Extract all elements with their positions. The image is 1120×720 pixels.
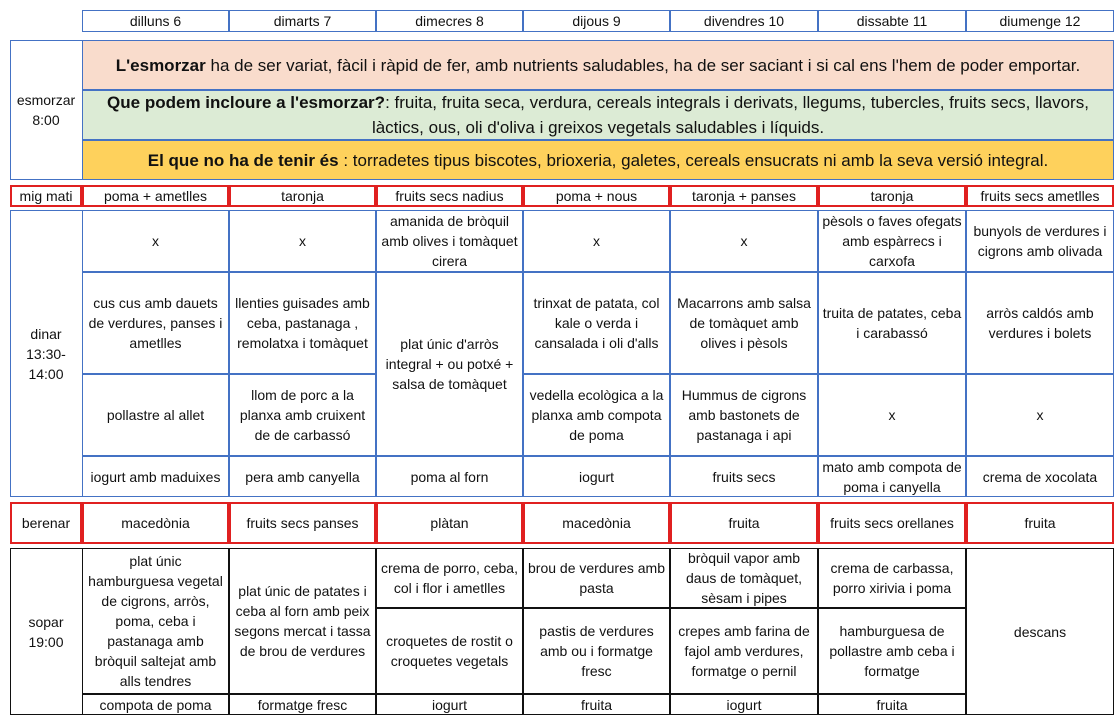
dinar-second-course: Hummus de cigrons amb bastonets de pastanaga i api — [670, 374, 818, 456]
dinar-first-course: x — [229, 210, 376, 272]
dinar-second-course: llom de porc a la planxa amb cruixent de de carbassó — [229, 374, 376, 456]
sopar-second-course: hamburguesa de pollastre amb ceba i formatge — [818, 608, 966, 694]
banner-bold: L'esmorzar — [115, 55, 206, 75]
sopar-dessert: fruita — [818, 694, 966, 715]
dinar-first-course: amanida de bròquil amb olives i tomàquet cirera — [376, 210, 523, 272]
sopar-second-course: crepes amb farina de fajol amb verdures, formatge o pernil — [670, 608, 818, 694]
dinar-first-course: x — [82, 210, 229, 272]
day-header: diumenge 12 — [966, 10, 1114, 32]
dinar-second-course: x — [818, 374, 966, 456]
dinar-second-course: pollastre al allet — [82, 374, 229, 456]
sopar-first-course: bròquil vapor amb daus de tomàquet, sèsam i pipes — [670, 548, 818, 608]
day-header: dilluns 6 — [82, 10, 229, 32]
dinar-main-course: cus cus amb dauets de verdures, panses i ametlles — [82, 272, 229, 374]
dinar-main-course: trinxat de patata, col kale o verda i cansalada i oli d'alls — [523, 272, 670, 374]
berenar-cell: fruita — [670, 502, 818, 544]
sopar-first-course: crema de porro, ceba, col i flor i ametlles — [376, 548, 523, 608]
migmati-label: mig mati — [10, 185, 82, 207]
esmorzar-banner-avoid — [82, 140, 1114, 180]
esmorzar-banner-intro — [82, 40, 1114, 90]
dinar-second-course: vedella ecològica a la planxa amb compota de poma — [523, 374, 670, 456]
migmati-cell: taronja — [818, 185, 966, 207]
banner-text: : torradetes tipus biscotes, brioxeria, galetes, cereals ensucrats ni amb la seva versió integral. — [338, 150, 1049, 170]
sopar-single-dish: plat únic hamburguesa vegetal de cigrons, arròs, poma, ceba i pastanaga amb bròquil saltejat amb alls tendres — [82, 548, 229, 694]
berenar-cell: macedònia — [523, 502, 670, 544]
sopar-second-course: croquetes de rostit o croquetes vegetals — [376, 608, 523, 694]
day-header: dimarts 7 — [229, 10, 376, 32]
migmati-cell: taronja — [229, 185, 376, 207]
esmorzar-banner-include — [82, 90, 1114, 140]
dinar-dessert: crema de xocolata — [966, 456, 1114, 497]
sopar-label: sopar 19:00 — [28, 613, 64, 650]
dinar-dessert: mato amb compota de poma i canyella — [818, 456, 966, 497]
sopar-second-course: pastis de verdures amb ou i formatge fresc — [523, 608, 670, 694]
dinar-main-course: arròs caldós amb verdures i bolets — [966, 272, 1114, 374]
sopar-dessert: compota de poma — [82, 694, 229, 715]
banner-bold: Que podem incloure a l'esmorzar? — [107, 93, 386, 112]
sopar-dessert: iogurt — [376, 694, 523, 715]
sopar-dessert: fruita — [523, 694, 670, 715]
dinar-dessert: pera amb canyella — [229, 456, 376, 497]
migmati-cell: fruits secs nadius — [376, 185, 523, 207]
banner-text: : fruita, fruita seca, verdura, cereals integrals i derivats, llegums, tubercles, fruits secs, llavors, làctics, ous, oli d'oliva i greixos vegetals saludables i líquids. — [371, 93, 1089, 137]
migmati-cell: taronja + panses — [670, 185, 818, 207]
dinar-dessert: iogurt — [523, 456, 670, 497]
esmorzar-label: esmorzar 8:00 — [16, 92, 76, 128]
dinar-single-dish: plat únic d'arròs integral + ou potxé + salsa de tomàquet — [376, 272, 523, 456]
day-header: dissabte 11 — [818, 10, 966, 32]
sopar-dessert: formatge fresc — [229, 694, 376, 715]
day-header: dijous 9 — [523, 10, 670, 32]
dinar-dessert: fruits secs — [670, 456, 818, 497]
day-header: dimecres 8 — [376, 10, 523, 32]
sopar-single-dish: plat únic de patates i ceba al forn amb peix segons mercat i tassa de brou de verdures — [229, 548, 376, 694]
sopar-first-course: brou de verdures amb pasta — [523, 548, 670, 608]
berenar-cell: fruita — [966, 502, 1114, 544]
migmati-cell: poma + nous — [523, 185, 670, 207]
sopar-dessert: iogurt — [670, 694, 818, 715]
dinar-label: dinar 13:30- 14:00 — [26, 325, 66, 382]
berenar-cell: macedònia — [82, 502, 229, 544]
dinar-main-course: llenties guisades amb ceba, pastanaga , remolatxa i tomàquet — [229, 272, 376, 374]
berenar-cell: fruits secs panses — [229, 502, 376, 544]
dinar-main-course: Macarrons amb salsa de tomàquet amb olives i pèsols — [670, 272, 818, 374]
banner-text: ha de ser variat, fàcil i ràpid de fer, amb nutrients saludables, ha de ser saciant i si cal ens l'hem de poder emportar. — [205, 55, 1081, 75]
dinar-first-course: bunyols de verdures i cigrons amb olivada — [966, 210, 1114, 272]
berenar-cell: fruits secs orellanes — [818, 502, 966, 544]
migmati-cell: poma + ametlles — [82, 185, 229, 207]
berenar-cell: plàtan — [376, 502, 523, 544]
berenar-label: berenar — [10, 502, 82, 544]
dinar-main-course: truita de patates, ceba i carabassó — [818, 272, 966, 374]
dinar-second-course: x — [966, 374, 1114, 456]
dinar-first-course: pèsols o faves ofegats amb espàrrecs i carxofa — [818, 210, 966, 272]
dinar-first-course: x — [523, 210, 670, 272]
sopar-rest-day: descans — [966, 548, 1114, 715]
dinar-first-course: x — [670, 210, 818, 272]
dinar-dessert: iogurt amb maduixes — [82, 456, 229, 497]
sopar-first-course: crema de carbassa, porro xirivia i poma — [818, 548, 966, 608]
day-header: divendres 10 — [670, 10, 818, 32]
dinar-dessert: poma al forn — [376, 456, 523, 497]
migmati-cell: fruits secs ametlles — [966, 185, 1114, 207]
banner-bold: El que no ha de tenir és — [147, 150, 339, 170]
